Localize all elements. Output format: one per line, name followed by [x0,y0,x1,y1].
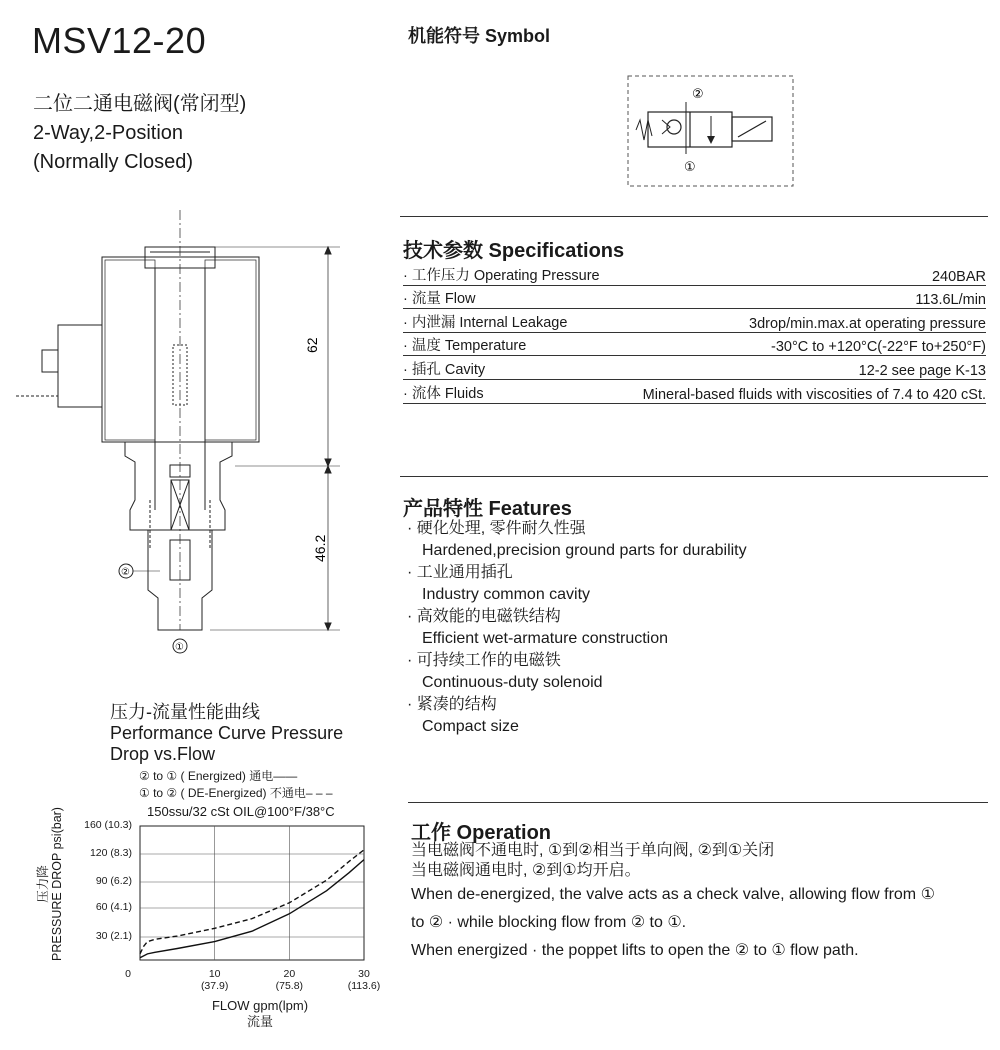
x-tick-metric: (37.9) [200,980,229,992]
drawing-port-2: ② [121,567,130,578]
feature-cn: · 高效能的电磁铁结构 [407,606,747,628]
feature-en: Continuous-duty solenoid [422,674,603,691]
spec-row [403,309,986,333]
hydraulic-symbol [626,74,796,188]
chart-frame [140,826,364,960]
spec-row [403,356,986,380]
subtitle-cn: 二位二通电磁阀(常闭型) [33,93,247,115]
chart-ylabel-cn: 压力降 [36,865,50,903]
chart-xlabel-en: FLOW gpm(lpm) [211,998,309,1013]
spec-value: 113.6L/min [615,285,986,309]
dimension-upper: 62 [304,337,320,353]
performance-title-cn: 压力-流量性能曲线 [110,702,260,722]
feature-cn: · 可持续工作的电磁铁 [407,650,747,672]
legend-energized: ② to ① ( Energized) 通电—— [139,769,298,783]
feature-en: Efficient wet-armature construction [422,630,669,647]
product-subtitle [33,90,246,177]
operation-en-2: to ② · while blocking flow from ② to ①. [411,914,687,931]
chart-xlabel-cn: 流量 [246,1014,273,1029]
spec-value: 12-2 see page K-13 [615,356,986,380]
chart-ylabel [36,794,64,974]
dimension-lower: 46.2 [312,534,328,562]
feature-en: Compact size [422,718,519,735]
subtitle-en-2: (Normally Closed) [33,151,194,173]
x-tick-label [259,968,319,992]
performance-title-en-2: Drop vs.Flow [110,744,216,764]
x-tick-metric: (113.6) [347,980,381,992]
specifications-title: 技术参数 Specifications [403,240,625,262]
chart-legend [139,768,333,802]
drawing-port-1: ① [175,642,184,653]
x-tick-label [334,968,394,992]
feature-cn: · 紧凑的结构 [407,694,747,716]
operation-text [411,841,935,965]
feature-cn: · 硬化处理, 零件耐久性强 [407,518,747,540]
x-tick-value: 30 [358,968,370,980]
specifications-table [403,262,986,404]
spec-value: 240BAR [615,262,986,285]
symbol-port-top: ② [692,86,704,101]
operation-en-3: When energized · the poppet lifts to open the ② to ① flow path. [411,942,859,959]
spec-label: · 温度 Temperature [403,332,615,356]
feature-en: Hardened,precision ground parts for durability [422,542,747,559]
spec-value: 3drop/min.max.at operating pressure [615,309,986,333]
x-tick-metric: (75.8) [275,980,304,992]
legend-deenergized: ① to ② ( DE-Energized) 不通电– – – [139,786,333,800]
spec-label: · 流体 Fluids [403,379,615,403]
spec-row [403,262,986,285]
spec-value: -30°C to +120°C(-22°F to+250°F) [615,332,986,356]
performance-title [110,702,343,765]
x-tick-value: 20 [283,968,296,980]
subtitle-en-1: 2-Way,2-Position [33,122,184,144]
model-title: MSV12-20 [32,20,207,61]
spec-row [403,332,986,356]
operation-cn-1: 当电磁阀不通电时, ①到②相当于单向阀, ②到①关闭 [411,842,775,859]
spec-label: · 流量 Flow [403,285,615,309]
chart-xlabel [190,998,330,1030]
spec-label: · 内泄漏 Internal Leakage [403,309,615,333]
spec-row [403,285,986,309]
y-tick-label: 60 (4.1) [95,901,132,913]
oil-condition: 150ssu/32 cSt OIL@100°F/38°C [147,804,335,819]
feature-en: Industry common cavity [422,586,591,603]
symbol-port-bottom: ① [684,159,696,174]
series-line-deenergized [140,850,364,954]
valve-cross-section [10,210,350,660]
x-origin-label: 0 [125,968,131,980]
y-tick-label: 160 (10.3) [84,819,132,831]
features-title: 产品特性 Features [403,498,572,520]
y-tick-label: 30 (2.1) [95,930,132,942]
x-tick-value: 10 [208,968,221,980]
symbol-title: 机能符号 Symbol [408,26,551,46]
y-tick-label: 120 (8.3) [89,847,132,859]
spec-label: · 工作压力 Operating Pressure [403,262,615,285]
spec-value: Mineral-based fluids with viscosities of 7.4 to 420 cSt. [615,379,986,403]
performance-title-en-1: Performance Curve Pressure [110,723,344,743]
operation-title: 工作 Operation [411,822,552,844]
series-line-energized [140,860,364,958]
feature-cn: · 工业通用插孔 [407,562,747,584]
spec-row [403,379,986,403]
x-tick-label [185,968,245,992]
operation-en-1: When de-energized, the valve acts as a check valve, allowing flow from ① [411,886,935,903]
features-list [407,518,747,738]
chart-ylabel-en: PRESSURE DROP psi(bar) [50,807,64,961]
spec-label: · 插孔 Cavity [403,356,615,380]
y-tick-label: 90 (6.2) [95,875,132,887]
operation-cn-2: 当电磁阀通电时, ②到①均开启。 [411,862,641,879]
